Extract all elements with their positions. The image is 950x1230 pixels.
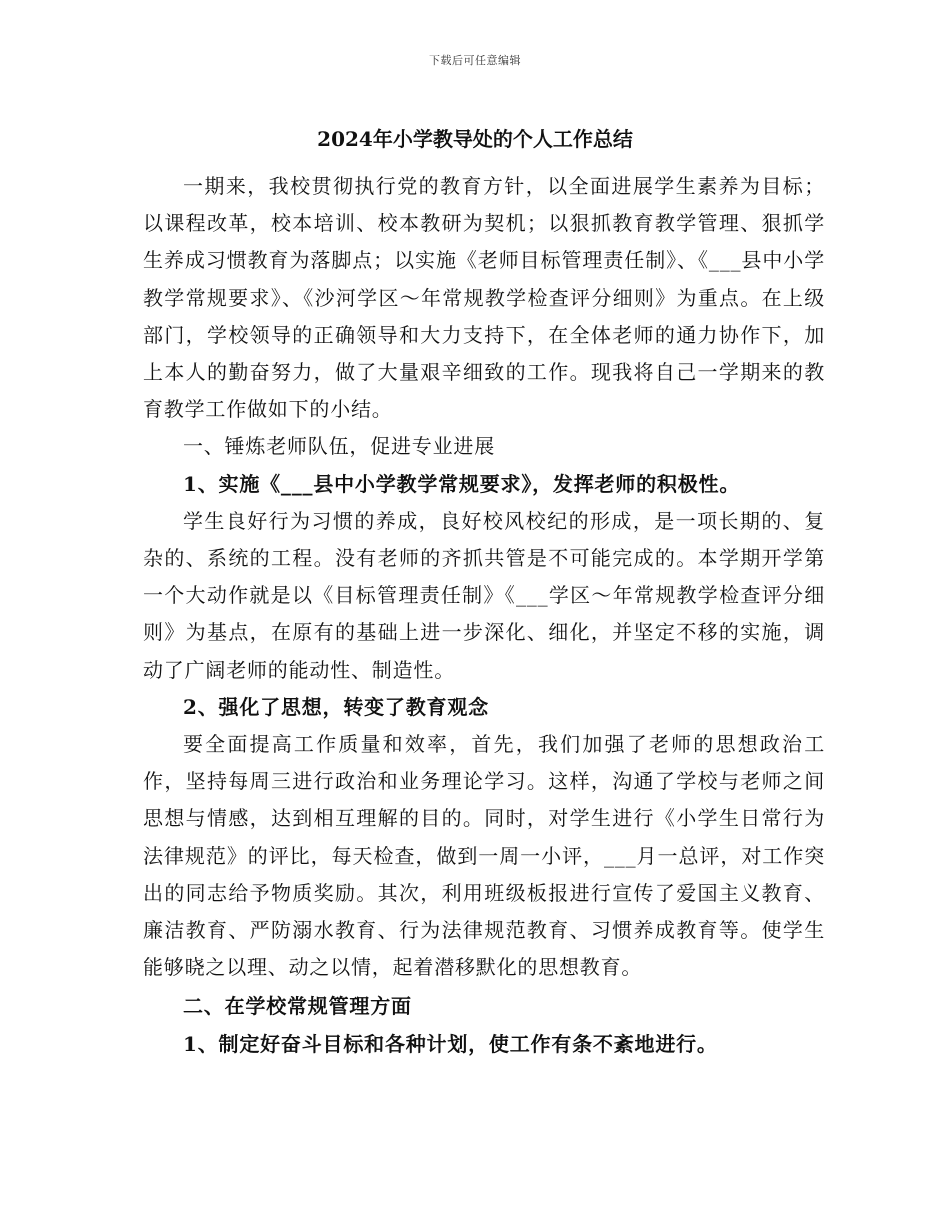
subheading-2-1: 1、制定好奋斗目标和各种计划，使工作有条不紊地进行。 bbox=[183, 1031, 718, 1056]
section-heading-2: 二、在学校常规管理方面 bbox=[183, 994, 412, 1019]
subheading-1-1: 1、实施《___县中小学教学常规要求》，发挥老师的积极性。 bbox=[183, 471, 741, 496]
subheading-1-2: 2、强化了思想，转变了教育观念 bbox=[183, 694, 489, 719]
document-body bbox=[143, 168, 825, 1063]
body-paragraph-1-2: 要全面提高工作质量和效率，首先，我们加强了老师的思想政治工作，坚持每周三进行政治和业务理论学习。这样，沟通了学校与老师之间思想与情感，达到相互理解的目的。同时，对学生进行《小学生日常行为法律规范》的评比，每天检查，做到一周一小评，___月一总评，对工作突出的同志给予物质奖励。其次，利用班级板报进行宣传了爱国主义教育、廉洁教育、严防溺水教育、行为法律规范教育、习惯养成教育等。使学生能够晓之以理、动之以情，起着潜移默化的思想教育。 bbox=[143, 732, 825, 980]
intro-paragraph: 一期来，我校贯彻执行党的教育方针，以全面进展学生素养为目标；以课程改革，校本培训、校本教研为契机；以狠抓教育教学管理、狠抓学生养成习惯教育为落脚点；以实施《老师目标管理责任制》、《___县中小学教学常规要求》、《沙河学区～年常规教学检查评分细则》为重点。在上级部门，学校领导的正确领导和大力支持下，在全体老师的通力协作下，加上本人的勤奋努力，做了大量艰辛细致的工作。现我将自己一学期来的教育教学工作做如下的小结。 bbox=[143, 174, 825, 422]
body-paragraph-1-1: 学生良好行为习惯的养成，良好校风校纪的形成，是一项长期的、复杂的、系统的工程。没有老师的齐抓共管是不可能完成的。本学期开学第一个大动作就是以《目标管理责任制》《___学区～年常规教学检查评分细则》为基点，在原有的基础上进一步深化、细化，并坚定不移的实施，调动了广阔老师的能动性、制造性。 bbox=[143, 508, 825, 682]
document-title: 2024年小学教导处的个人工作总结 bbox=[317, 127, 633, 151]
section-heading-1: 一、锤炼老师队伍，促进专业进展 bbox=[183, 434, 495, 459]
page-header: 下载后可任意编辑 bbox=[429, 54, 521, 67]
